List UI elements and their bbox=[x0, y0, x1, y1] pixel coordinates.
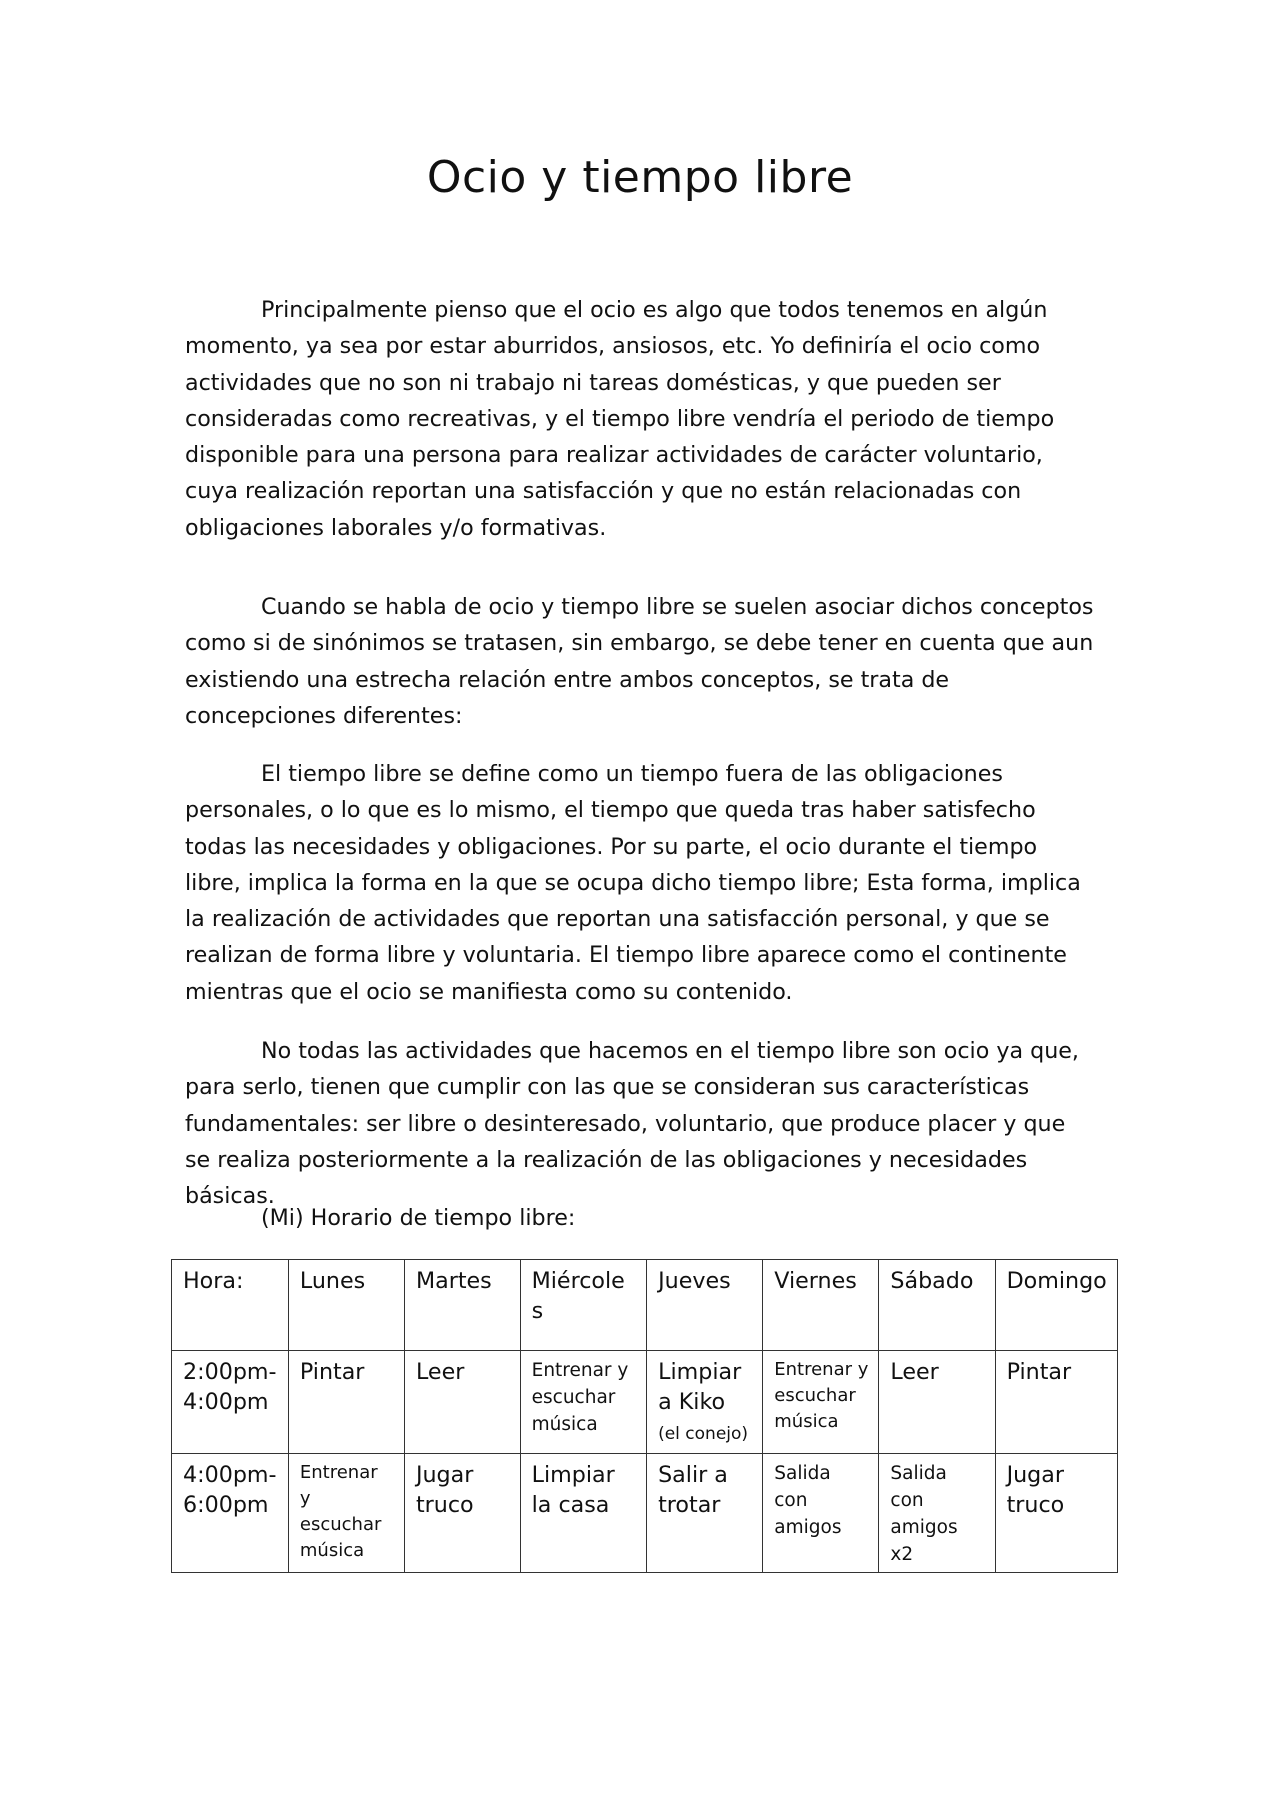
table-header-row bbox=[172, 1260, 1118, 1351]
header-cell-friday: Viernes bbox=[763, 1260, 879, 1351]
table-row bbox=[172, 1454, 1118, 1573]
document-title: Ocio y tiempo libre bbox=[426, 152, 854, 203]
activity-cell bbox=[520, 1351, 646, 1454]
activity-cell: Salir a trotar bbox=[647, 1454, 763, 1573]
activity-cell: Pintar bbox=[288, 1351, 404, 1454]
activity-cell bbox=[288, 1454, 404, 1573]
activity-note: (el conejo) bbox=[658, 1424, 749, 1444]
header-cell-hour: Hora: bbox=[172, 1260, 289, 1351]
header-cell-monday: Lunes bbox=[288, 1260, 404, 1351]
header-cell-sunday: Domingo bbox=[995, 1260, 1117, 1351]
header-cell-saturday: Sábado bbox=[879, 1260, 995, 1351]
table-row bbox=[172, 1351, 1118, 1454]
activity-text: Entrenar y escuchar música bbox=[531, 1360, 629, 1435]
paragraph-intro: Principalmente pienso que el ocio es algo que todos tenemos en algún momento, ya sea por estar aburridos, ansiosos, etc. Yo definiría el ocio como actividades que no son ni trabajo ni tareas domésticas, y que pueden ser consideradas como recreativas, y el tiempo libre vendría el periodo de tiempo disponible para una persona para realizar actividades de carácter voluntario, cuya realización reportan una satisfacción y que no están relacionadas con obligaciones laborales y/o formativas. bbox=[185, 297, 1055, 541]
activity-cell: Jugar truco bbox=[404, 1454, 520, 1573]
activity-cell: Leer bbox=[879, 1351, 995, 1454]
header-cell-wednesday: Miércoles bbox=[520, 1260, 646, 1351]
activity-text: Entrenar y escuchar música bbox=[774, 1359, 869, 1432]
schedule-caption: (Mi) Horario de tiempo libre: bbox=[261, 1205, 576, 1231]
activity-cell bbox=[763, 1351, 879, 1454]
activity-text: Salida con amigos bbox=[774, 1463, 842, 1538]
header-cell-tuesday: Martes bbox=[404, 1260, 520, 1351]
activity-text: Limpiar a Kiko bbox=[658, 1359, 742, 1415]
activity-cell: Jugar truco bbox=[995, 1454, 1117, 1573]
paragraph-concepts: Cuando se habla de ocio y tiempo libre se suelen asociar dichos conceptos como si de sinónimos se tratasen, sin embargo, se debe tener en cuenta que aun existiendo una estrecha relación entre ambos conceptos, se trata de concepciones diferentes: bbox=[185, 594, 1094, 729]
activity-cell bbox=[879, 1454, 995, 1573]
activity-text: Salida con amigos x2 bbox=[890, 1463, 958, 1565]
schedule-table bbox=[171, 1259, 1118, 1573]
activity-cell: Leer bbox=[404, 1351, 520, 1454]
activity-cell: Pintar bbox=[995, 1351, 1117, 1454]
activity-cell: Limpiar la casa bbox=[520, 1454, 646, 1573]
activity-text: Entrenar y escuchar música bbox=[299, 1462, 382, 1561]
hour-cell: 2:00pm-4:00pm bbox=[172, 1351, 289, 1454]
hour-cell: 4:00pm-6:00pm bbox=[172, 1454, 289, 1573]
activity-cell bbox=[647, 1351, 763, 1454]
activity-cell bbox=[763, 1454, 879, 1573]
header-cell-thursday: Jueves bbox=[647, 1260, 763, 1351]
paragraph-characteristics: No todas las actividades que hacemos en el tiempo libre son ocio ya que, para serlo, tienen que cumplir con las que se consideran sus características fundamentales: ser libre o desinteresado, voluntario, que produce placer y que se realiza posteriormente a la realización de las obligaciones y necesidades básicas. bbox=[185, 1038, 1079, 1210]
paragraph-definition: El tiempo libre se define como un tiempo fuera de las obligaciones personales, o lo que es lo mismo, el tiempo que queda tras haber satisfecho todas las necesidades y obligaciones. Por su parte, el ocio durante el tiempo libre, implica la forma en la que se ocupa dicho tiempo libre; Esta forma, implica la realización de actividades que reportan una satisfacción personal, y que se realizan de forma libre y voluntaria. El tiempo libre aparece como el continente mientras que el ocio se manifiesta como su contenido. bbox=[185, 761, 1081, 1005]
